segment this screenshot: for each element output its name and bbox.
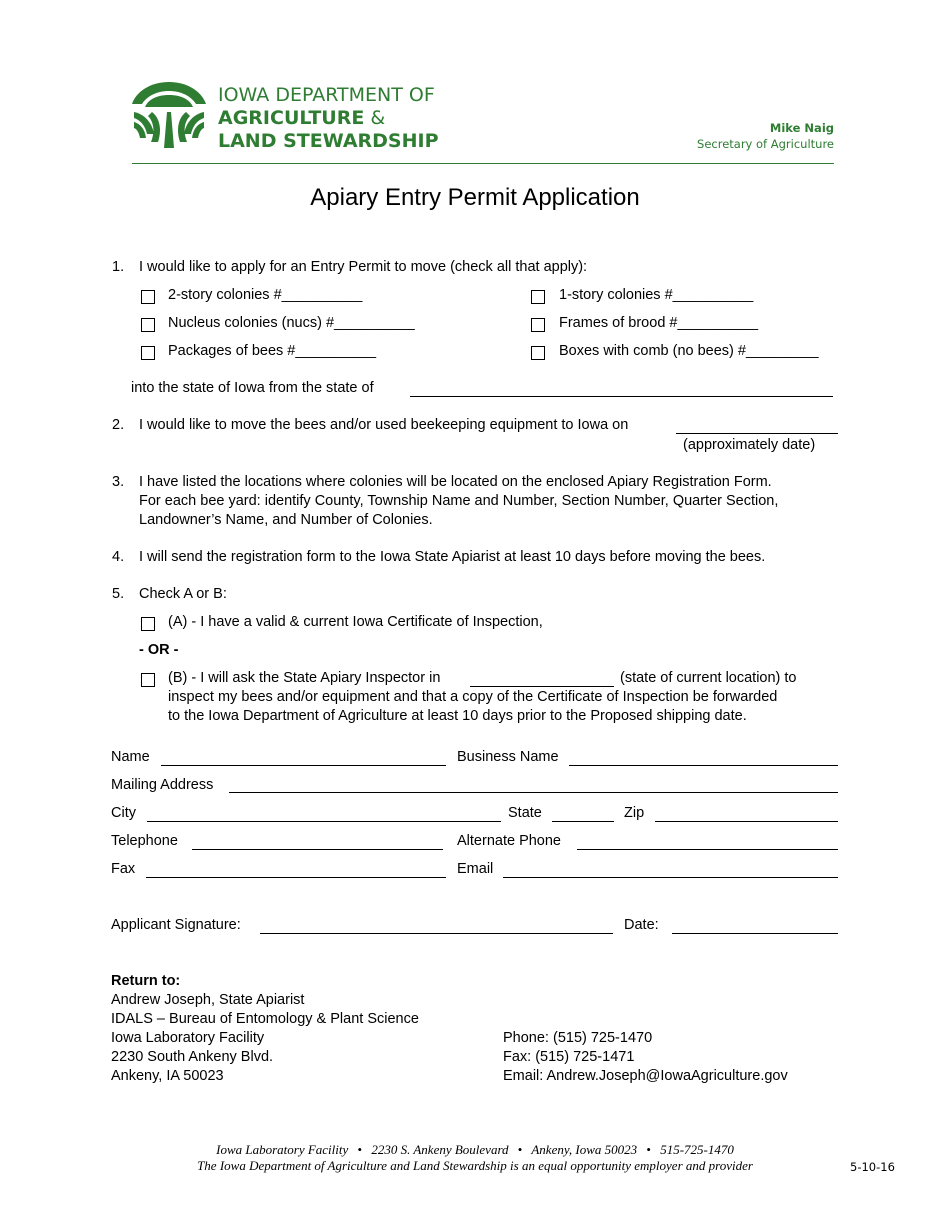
- return-to-line4: 2230 South Ankeny Blvd.: [111, 1049, 274, 1065]
- checkbox-packages-of-bees[interactable]: [141, 346, 155, 360]
- footer-bullet: •: [517, 1142, 523, 1157]
- date-field[interactable]: [672, 933, 838, 934]
- section3-line3: Landowner’s Name, and Number of Colonies.: [139, 512, 433, 528]
- name-field[interactable]: [161, 765, 446, 766]
- signature-label: Applicant Signature:: [111, 917, 241, 933]
- email-field[interactable]: [503, 877, 838, 878]
- state-field[interactable]: [552, 821, 614, 822]
- secretary-name: Mike Naig: [769, 121, 834, 135]
- checkbox-2-story-colonies[interactable]: [141, 290, 155, 304]
- section2-number: 2.: [112, 417, 125, 433]
- label-2-story-colonies: 2-story colonies #__________: [168, 287, 363, 303]
- business-name-field[interactable]: [569, 765, 838, 766]
- footer-address-city: Ankeny, Iowa 50023: [531, 1142, 638, 1157]
- telephone-label: Telephone: [111, 833, 178, 849]
- agency-name-agriculture: AGRICULTURE: [218, 107, 365, 129]
- label-nucleus-colonies: Nucleus colonies (nucs) #__________: [168, 315, 415, 331]
- fax-field[interactable]: [146, 877, 446, 878]
- state-from-field[interactable]: [410, 396, 833, 397]
- or-separator: - OR -: [139, 642, 179, 658]
- section1-number: 1.: [112, 259, 125, 275]
- section3-line2: For each bee yard: identify County, Township Name and Number, Section Number, Quarter Section,: [139, 493, 779, 509]
- footer-address-street: 2230 S. Ankeny Boulevard: [371, 1142, 509, 1157]
- return-to-heading: Return to:: [111, 973, 181, 989]
- section1-text: I would like to apply for an Entry Permit to move (check all that apply):: [139, 259, 588, 275]
- agency-name-amp: &: [364, 107, 386, 129]
- section5-number: 5.: [112, 586, 125, 602]
- checkbox-boxes-with-comb[interactable]: [531, 346, 545, 360]
- business-name-label: Business Name: [457, 749, 559, 765]
- section4-text: I will send the registration form to the Iowa State Apiarist at least 10 days before moving the bees.: [139, 549, 766, 565]
- option-b-label-end: (state of current location) to: [620, 670, 797, 686]
- telephone-field[interactable]: [192, 849, 443, 850]
- section2-text: I would like to move the bees and/or used beekeeping equipment to Iowa on: [139, 417, 629, 433]
- label-boxes-with-comb: Boxes with comb (no bees) #_________: [559, 343, 819, 359]
- contact-phone: Phone: (515) 725-1470: [503, 1030, 653, 1046]
- agency-name-line2: [218, 107, 385, 130]
- page-title: Apiary Entry Permit Application: [310, 184, 640, 211]
- section3-line1: I have listed the locations where colonies will be located on the enclosed Apiary Registration Form.: [139, 474, 772, 490]
- section4-number: 4.: [112, 549, 125, 565]
- option-a-label: (A) - I have a valid & current Iowa Certificate of Inspection,: [168, 614, 543, 630]
- return-to-line2: IDALS – Bureau of Entomology & Plant Science: [111, 1011, 419, 1027]
- signature-field[interactable]: [260, 933, 613, 934]
- agency-logo-icon: [130, 78, 208, 154]
- label-packages-of-bees: Packages of bees #__________: [168, 343, 377, 359]
- label-1-story-colonies: 1-story colonies #__________: [559, 287, 754, 303]
- move-date-hint: (approximately date): [683, 437, 816, 453]
- return-to-line5: Ankeny, IA 50023: [111, 1068, 224, 1084]
- inspector-state-field[interactable]: [470, 686, 614, 687]
- city-label: City: [111, 805, 136, 821]
- footer-bullet: •: [357, 1142, 363, 1157]
- checkbox-frames-of-brood[interactable]: [531, 318, 545, 332]
- date-label: Date:: [624, 917, 659, 933]
- footer-notice: The Iowa Department of Agriculture and Land Stewardship is an equal opportunity employer and provider: [197, 1158, 753, 1173]
- checkbox-option-b[interactable]: [141, 673, 155, 687]
- zip-field[interactable]: [655, 821, 838, 822]
- footer-address-phone: 515-725-1470: [660, 1142, 734, 1157]
- footer-bullet: •: [646, 1142, 651, 1157]
- contact-email: Email: Andrew.Joseph@IowaAgriculture.gov: [503, 1068, 788, 1084]
- checkbox-1-story-colonies[interactable]: [531, 290, 545, 304]
- zip-label: Zip: [624, 805, 645, 821]
- option-b-line3: to the Iowa Department of Agriculture at least 10 days prior to the Proposed shipping date.: [168, 708, 747, 724]
- agency-name-line1: IOWA DEPARTMENT OF: [218, 84, 435, 106]
- footer-address-facility: Iowa Laboratory Facility: [216, 1142, 349, 1157]
- option-b-label-start: (B) - I will ask the State Apiary Inspector in: [168, 670, 441, 686]
- agency-name-line3: LAND STEWARDSHIP: [218, 130, 439, 152]
- contact-fax: Fax: (515) 725-1471: [503, 1049, 635, 1065]
- secretary-title: Secretary of Agriculture: [697, 137, 834, 151]
- return-to-line3: Iowa Laboratory Facility: [111, 1030, 265, 1046]
- checkbox-nucleus-colonies[interactable]: [141, 318, 155, 332]
- form-revision-date: 5-10-16: [850, 1160, 895, 1174]
- alternate-phone-field[interactable]: [577, 849, 838, 850]
- section3-number: 3.: [112, 474, 125, 490]
- fax-label: Fax: [111, 861, 136, 877]
- return-to-line1: Andrew Joseph, State Apiarist: [111, 992, 305, 1008]
- state-label: State: [508, 805, 542, 821]
- header-divider: [132, 163, 834, 164]
- state-from-label: into the state of Iowa from the state of: [131, 380, 374, 396]
- label-frames-of-brood: Frames of brood #__________: [559, 315, 759, 331]
- email-label: Email: [457, 861, 494, 877]
- mailing-address-field[interactable]: [229, 792, 838, 793]
- footer-address: [0, 1142, 950, 1158]
- city-field[interactable]: [147, 821, 501, 822]
- section5-text: Check A or B:: [139, 586, 227, 602]
- alternate-phone-label: Alternate Phone: [457, 833, 561, 849]
- checkbox-option-a[interactable]: [141, 617, 155, 631]
- name-label: Name: [111, 749, 150, 765]
- mailing-address-label: Mailing Address: [111, 777, 214, 793]
- option-b-line2: inspect my bees and/or equipment and that a copy of the Certificate of Inspection be forwarded: [168, 689, 778, 705]
- move-date-field[interactable]: [676, 433, 838, 434]
